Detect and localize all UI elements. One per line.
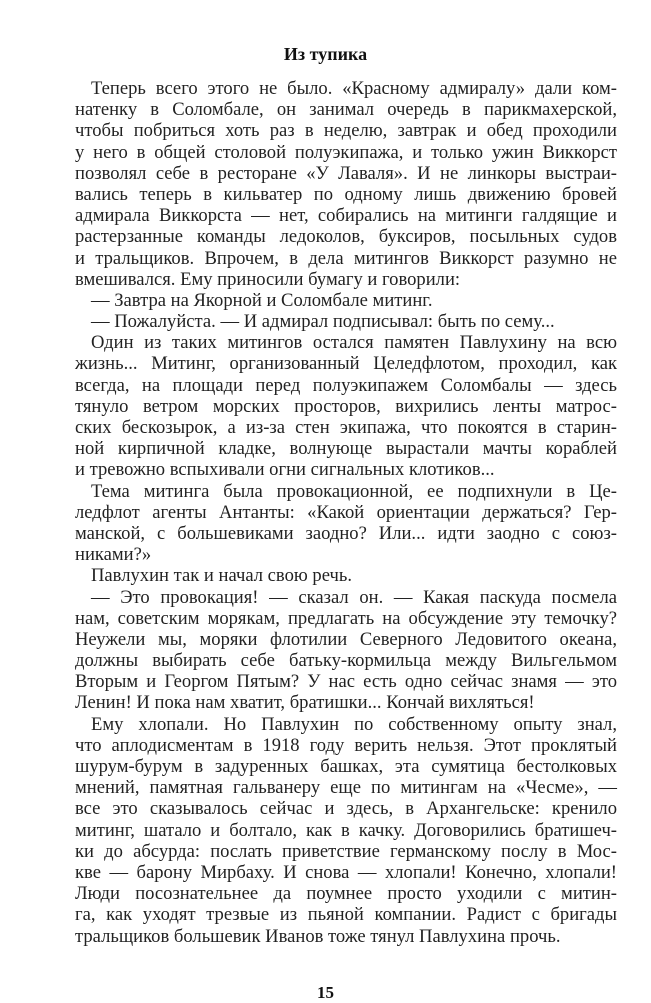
text-line: что аплодисментам в 1918 году верить нельзя. Этот проклятый	[75, 734, 617, 756]
text-line: Ему хлопали. Но Павлухин по собственному опыту знал,	[91, 713, 617, 735]
text-line: Неужели мы, моряки флотилии Северного Ледовитого океана,	[75, 628, 617, 650]
text-line: никами?»	[75, 544, 152, 566]
text-line: у него в общей столовой полуэкипажа, и только ужин Виккорст	[75, 141, 617, 163]
text-line: чтобы побриться хоть раз в неделю, завтрак и обед проходили	[75, 120, 617, 142]
text-line: адмирала Виккорста — нет, собирались на митинги галдящие и	[75, 205, 617, 227]
text-line: га, как уходят трезвые из пьяной компании. Радист с бригады	[75, 904, 617, 926]
text-line: все это сказывалось сейчас и здесь, в Архангельске: кренило	[75, 798, 617, 820]
text-line: вались теперь в кильватер по одному лишь движению бровей	[75, 183, 617, 205]
page-number: 15	[317, 983, 334, 1002]
text-line: Люди посознательнее да поумнее просто уходили с митин-	[75, 883, 617, 905]
text-line: Тема митинга была провокационной, ее подпихнули в Це-	[91, 480, 617, 502]
text-line: шурум-бурум в задуренных башках, эта сумятица бестолковых	[75, 756, 617, 777]
text-line: нам, советским морякам, предлагать на обсуждение эту темочку?	[75, 607, 617, 629]
text-line: манской, с большевиками заодно? Или... идти заодно с союз-	[75, 522, 617, 544]
text-line: и тревожно вспыхивали огни сигнальных клотиков...	[75, 459, 495, 481]
text-line: ледфлот агенты Антанты: «Какой ориентации держаться? Гер-	[75, 501, 617, 523]
text-line: ки до абсурда: послать приветствие германскому послу в Мос-	[75, 840, 617, 862]
text-line: — Это провокация! — сказал он. — Какая паскуда посмела	[91, 586, 617, 608]
text-line: мнений, памятная гальванеру еще по митингам на «Чесме», —	[75, 777, 617, 799]
text-line: тянуло ветром морских просторов, вихрились ленты матрос-	[75, 395, 617, 417]
text-line: растерзанные команды ледоколов, буксиров, посыльных судов	[75, 226, 617, 248]
text-line: жизнь... Митинг, организованный Целедфлотом, проходил, как	[75, 353, 617, 375]
text-line: должны выбирать себе батьку-кормильца между Вильгельмом	[75, 650, 617, 672]
text-line: Вторым и Георгом Пятым? У нас есть одно сейчас знамя — это	[75, 671, 617, 693]
text-line: ной кирпичной кладке, волнующе вырастали мачты кораблей	[75, 438, 617, 460]
text-line: — Пожалуйста. — И адмирал подписывал: быть по сему...	[91, 311, 555, 333]
text-line: Павлухин так и начал свою речь.	[91, 565, 352, 587]
text-line: — Завтра на Якорной и Соломбале митинг.	[91, 289, 433, 311]
page-title: Из тупика	[283, 44, 368, 64]
text-line: Теперь всего этого не было. «Красному адмиралу» дали ком-	[91, 78, 617, 99]
text-line: вмешивался. Ему приносили бумагу и говорили:	[75, 268, 461, 290]
text-line: митинг, шатало и болтало, как в качку. Договорились братишеч-	[75, 819, 617, 841]
text-line: ских бескозырок, а из-за стен экипажа, что покоятся в старин-	[75, 417, 617, 438]
text-line: тральщиков большевик Иванов тоже тянул Павлухина прочь.	[75, 925, 561, 947]
body-text	[75, 78, 617, 947]
text-line: позволял себе в ресторане «У Лаваля». И не линкоры выстраи-	[75, 162, 617, 184]
text-line: Ленин! И пока нам хватит, братишки... Кончай вихляться!	[75, 692, 535, 714]
text-line: и тральщиков. Впрочем, в дела митингов Виккорст разумно не	[75, 247, 617, 269]
text-line: всегда, на площади перед полуэкипажем Соломбалы — здесь	[75, 374, 617, 396]
text-line: кве — барону Мирбаху. И снова — хлопали! Конечно, хлопали!	[75, 861, 617, 883]
text-line: Один из таких митингов остался памятен Павлухину на всю	[91, 332, 617, 354]
text-line: натенку в Соломбале, он занимал очередь в парикмахерской,	[75, 99, 617, 121]
